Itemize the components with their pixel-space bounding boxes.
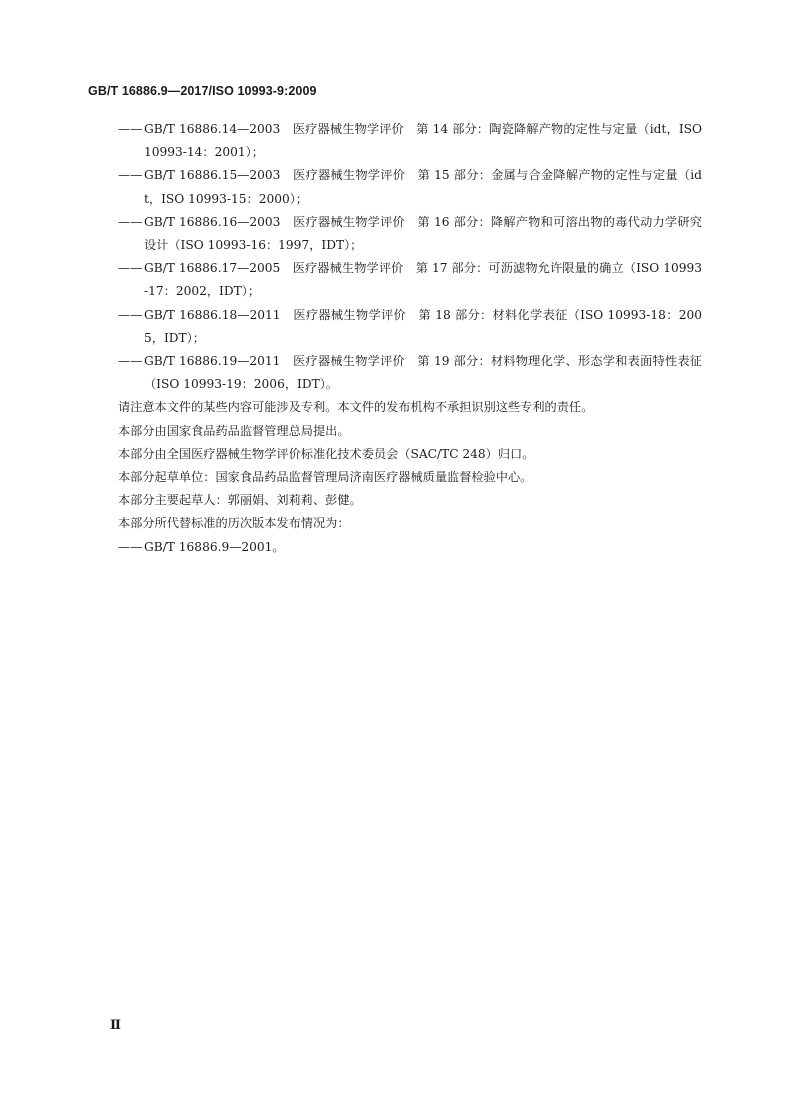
reference-text: GB/T 16886.16—2003 医疗器械生物学评价 第 16 部分：降解产物和可溶出物的毒代动力学研究设计（ISO 10993-16：1997，IDT）； — [144, 214, 702, 253]
history-intro: 本部分所代替标准的历次版本发布情况为： — [118, 516, 350, 531]
centralized-by: 本部分由全国医疗器械生物学评价标准化技术委员会（SAC/TC 248）归口。 — [118, 446, 535, 461]
list-dash: —— — [118, 214, 143, 229]
list-dash: —— — [118, 354, 143, 369]
list-dash: —— — [118, 261, 143, 276]
foreword-content — [118, 118, 702, 559]
drafters: 本部分主要起草人：郭丽娟、刘莉莉、彭健。 — [118, 493, 362, 508]
list-dash: —— — [118, 168, 143, 183]
reference-item — [118, 257, 702, 303]
drafting-unit: 本部分起草单位：国家食品药品监督管理局济南医疗器械质量监督检验中心。 — [118, 470, 533, 485]
reference-text: GB/T 16886.17—2005 医疗器械生物学评价 第 17 部分：可沥滤物允许限量的确立（ISO 10993-17：2002，IDT）； — [144, 261, 702, 299]
page-header-standard-id: GB/T 16886.9—2017/ISO 10993-9:2009 — [88, 84, 317, 98]
reference-text: GB/T 16886.15—2003 医疗器械生物学评价 第 15 部分：金属与合金降解产物的定性与定量（idt，ISO 10993-15：2000）； — [144, 168, 702, 206]
list-dash: —— — [118, 539, 143, 554]
reference-item — [118, 350, 702, 396]
reference-text: GB/T 16886.18—2011 医疗器械生物学评价 第 18 部分：材料化学表征（ISO 10993-18：2005，IDT）； — [144, 307, 702, 345]
reference-item — [118, 164, 702, 210]
proposed-by: 本部分由国家食品药品监督管理总局提出。 — [118, 423, 350, 438]
reference-item — [118, 118, 702, 164]
page-number: Ⅱ — [110, 1018, 121, 1033]
reference-text: GB/T 16886.14—2003 医疗器械生物学评价 第 14 部分：陶瓷降解产物的定性与定量（idt，ISO 10993-14：2001）； — [144, 122, 702, 160]
history-text: GB/T 16886.9—2001。 — [144, 539, 285, 554]
list-dash: —— — [118, 307, 143, 322]
history-item — [118, 536, 702, 559]
patent-notice: 请注意本文件的某些内容可能涉及专利。本文件的发布机构不承担识别这些专利的责任。 — [118, 400, 594, 415]
list-dash: —— — [118, 122, 143, 136]
reference-item — [118, 211, 702, 257]
reference-text: GB/T 16886.19—2011 医疗器械生物学评价 第 19 部分：材料物理化学、形态学和表面特性表征（ISO 10993-19：2006，IDT）。 — [144, 354, 702, 392]
reference-item — [118, 304, 702, 350]
